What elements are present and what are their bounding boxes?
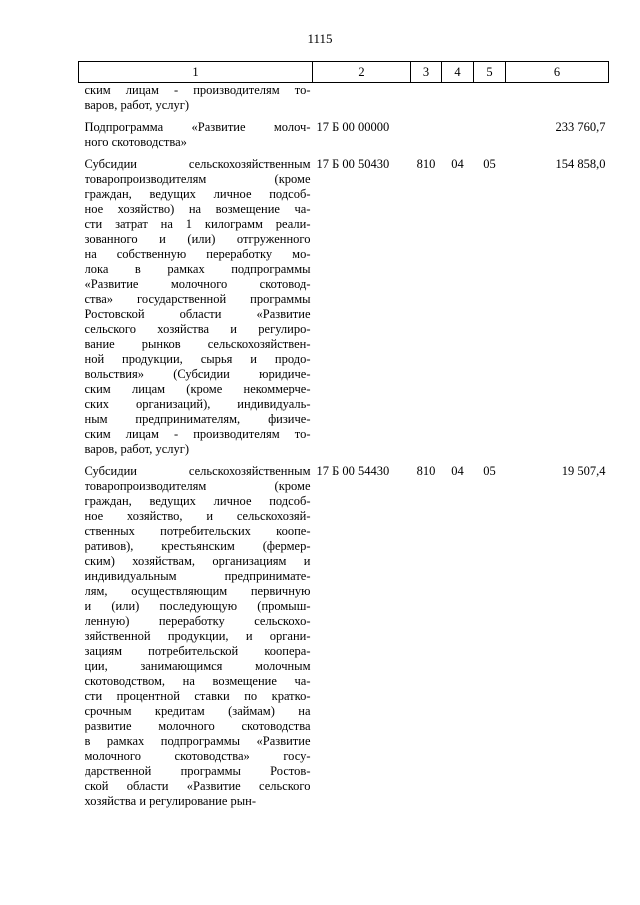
row-description bbox=[79, 464, 313, 809]
description-line: граждан, ведущих личное подсоб- bbox=[84, 494, 311, 508]
table-row bbox=[79, 464, 609, 809]
row-amount bbox=[506, 83, 609, 114]
row-code: 17 Б 00 50430 bbox=[316, 157, 390, 171]
description-line: ским) хозяйствам, организациям и bbox=[84, 554, 311, 568]
table-row bbox=[79, 157, 609, 457]
budget-table bbox=[78, 61, 609, 809]
description-line: в рамках подпрограммы «Развитие bbox=[84, 734, 311, 748]
description-line: товаропроизводителям (кроме bbox=[84, 172, 311, 186]
description-line: ции, занимающимся молочным bbox=[84, 659, 311, 673]
description-line: «Развитие молочного скотовод- bbox=[84, 277, 311, 291]
header-col-4: 4 bbox=[442, 62, 474, 83]
header-col-1: 1 bbox=[79, 62, 313, 83]
description-line: ное хозяйство, и сельскохозяй- bbox=[84, 509, 311, 523]
description-line: ских организаций), индивидуаль- bbox=[84, 397, 311, 411]
description-line: лока в рамках подпрограммы bbox=[84, 262, 311, 276]
row-pr: 05 bbox=[483, 157, 496, 171]
row-vr: 810 bbox=[416, 157, 436, 171]
row-rz bbox=[442, 83, 474, 114]
description-line: развитие молочного скотоводства bbox=[84, 719, 311, 733]
description-line: ное хозяйство) на возмещение ча- bbox=[84, 202, 311, 216]
table-body bbox=[79, 83, 609, 810]
description-line: ративов), крестьянским (фермер- bbox=[84, 539, 311, 553]
row-description bbox=[79, 83, 313, 114]
row-spacer bbox=[79, 113, 609, 120]
description-line: зяйственной продукции, и органи- bbox=[84, 629, 311, 643]
row-spacer bbox=[79, 457, 609, 464]
description-line: вание рынков сельскохозяйствен- bbox=[84, 337, 311, 351]
description-line: ной продукции, сырья и продо- bbox=[84, 352, 311, 366]
row-pr bbox=[474, 83, 506, 114]
row-spacer bbox=[79, 150, 609, 157]
header-row bbox=[79, 62, 609, 83]
description-line: граждан, ведущих личное подсоб- bbox=[84, 187, 311, 201]
row-description bbox=[79, 120, 313, 150]
description-line: Подпрограмма «Развитие молоч- bbox=[84, 120, 311, 134]
description-line: индивидуальным предпринимате- bbox=[84, 569, 311, 583]
description-line: сти затрат на 1 килограмм реали- bbox=[84, 217, 311, 231]
description-line: Ростовской области «Развитие bbox=[84, 307, 311, 321]
description-line: варов, работ, услуг) bbox=[84, 442, 190, 456]
row-code: 17 Б 00 54430 bbox=[316, 464, 390, 478]
description-line: молочного скотоводства» госу- bbox=[84, 749, 311, 763]
row-rz: 04 bbox=[451, 157, 464, 171]
description-line: ным предпринимателям, физиче- bbox=[84, 412, 311, 426]
description-line: хозяйства и регулирование рын- bbox=[84, 794, 257, 808]
description-line: ственных потребительских коопе- bbox=[84, 524, 311, 538]
row-vr bbox=[411, 83, 442, 114]
description-line: на собственную переработку мо- bbox=[84, 247, 311, 261]
description-line: ской области «Развитие сельского bbox=[84, 779, 311, 793]
page-number: 1115 bbox=[307, 31, 333, 46]
description-line: вольствия» (Субсидии юридиче- bbox=[84, 367, 311, 381]
row-amount: 154 858,0 bbox=[555, 157, 606, 171]
description-line: срочным кредитам (займам) на bbox=[84, 704, 311, 718]
header-col-5: 5 bbox=[474, 62, 506, 83]
description-line: товаропроизводителям (кроме bbox=[84, 479, 311, 493]
description-line: ленную) переработку сельскохо- bbox=[84, 614, 311, 628]
row-rz: 04 bbox=[451, 464, 464, 478]
row-code: 17 Б 00 00000 bbox=[316, 120, 390, 134]
row-pr bbox=[474, 120, 506, 150]
header-col-3: 3 bbox=[411, 62, 442, 83]
description-line: ного скотоводства» bbox=[84, 135, 187, 149]
description-line: и (или) последующую (промыш- bbox=[84, 599, 311, 613]
row-vr: 810 bbox=[416, 464, 436, 478]
row-amount: 233 760,7 bbox=[555, 120, 606, 134]
description-line: Субсидии сельскохозяйственным bbox=[84, 464, 311, 478]
description-line: Субсидии сельскохозяйственным bbox=[84, 157, 311, 171]
description-line: зациям потребительской коопера- bbox=[84, 644, 311, 658]
table-row bbox=[79, 83, 609, 114]
description-line: сельского хозяйства и регулиро- bbox=[84, 322, 311, 336]
description-line: дарственной программы Ростов- bbox=[84, 764, 311, 778]
row-pr: 05 bbox=[483, 464, 496, 478]
description-line: ским лицам - производителям то- bbox=[84, 427, 311, 441]
description-line: ским лицам (кроме некоммерче- bbox=[84, 382, 311, 396]
description-line: ства» государственной программы bbox=[84, 292, 311, 306]
description-line: зованного и (или) отгруженного bbox=[84, 232, 311, 246]
row-amount: 19 507,4 bbox=[561, 464, 606, 478]
row-vr bbox=[411, 120, 442, 150]
description-line: лям, осуществляющим первичную bbox=[84, 584, 311, 598]
header-col-6: 6 bbox=[506, 62, 609, 83]
description-line: варов, работ, услуг) bbox=[84, 98, 190, 112]
row-code bbox=[313, 83, 411, 114]
description-line: сти процентной ставки по кратко- bbox=[84, 689, 311, 703]
description-line: скотоводством, на возмещение ча- bbox=[84, 674, 311, 688]
description-line: ским лицам - производителям то- bbox=[84, 83, 311, 97]
header-col-2: 2 bbox=[313, 62, 411, 83]
table-row bbox=[79, 120, 609, 150]
row-rz bbox=[442, 120, 474, 150]
row-description bbox=[79, 157, 313, 457]
